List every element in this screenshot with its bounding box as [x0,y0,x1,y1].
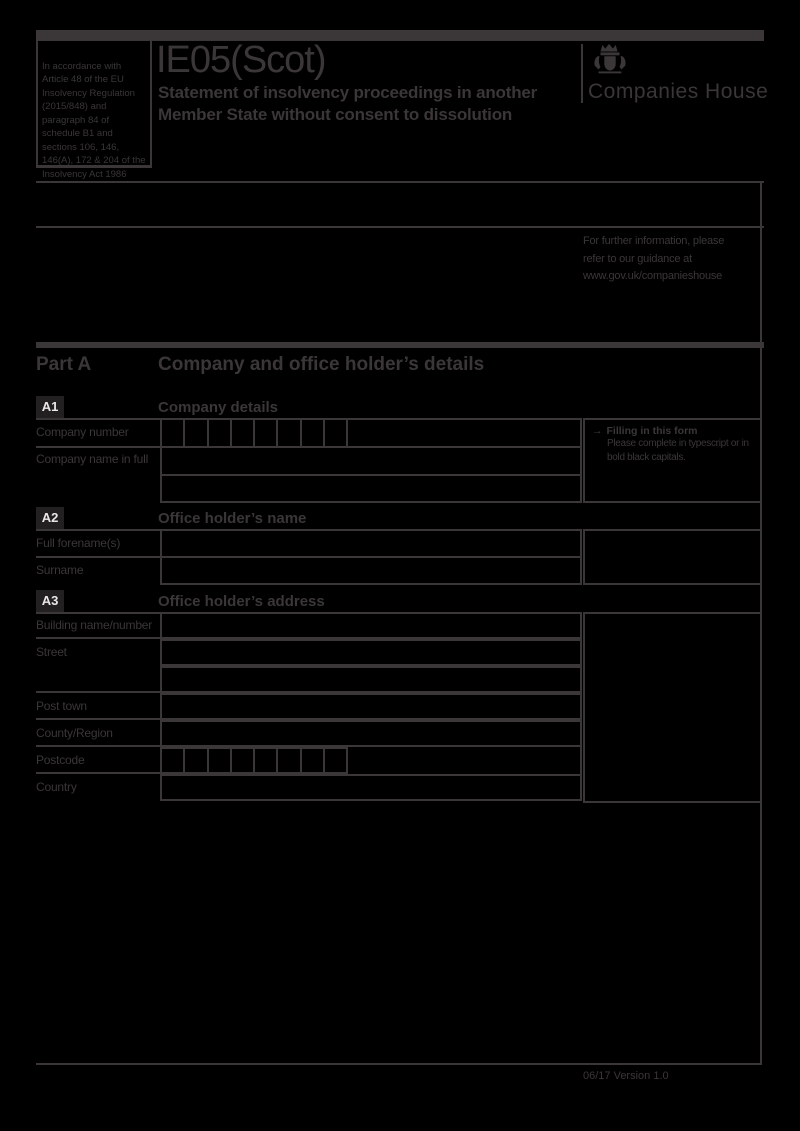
company-number-cell[interactable] [323,418,348,448]
company-name-input[interactable] [160,446,582,503]
note-body: Please complete in typescript or in bold black capitals. [607,438,749,463]
section-a1-badge: A1 [36,396,64,418]
building-input[interactable] [160,612,582,639]
companies-house-wordmark: Companies House [588,80,769,103]
section-a2-title: Office holder’s name [158,510,307,527]
row-rule [36,637,162,639]
surname-input[interactable] [160,556,582,585]
row-right-edge [580,747,582,774]
row-rule [36,446,162,448]
horizontal-rule [36,226,764,228]
part-a-divider-bar [36,342,764,348]
county-region-input[interactable] [160,720,582,747]
row-rule [36,745,162,747]
form-code-title: IE05(Scot) [156,39,326,81]
row-right-edge [580,418,582,448]
arrow-icon: → [592,425,603,437]
top-black-bar [36,30,764,41]
statute-reference-text: In accordance with Article 48 of the EU Insolvency Regulation (2015/848) and paragraph 84 of schedule B1 and sections 106, 146, 146(A), 172 & 204 of the Insolvency Act 1986 [42,60,146,180]
section-a3-badge: A3 [36,590,64,612]
row-rule [36,691,162,693]
company-number-cells [160,418,348,448]
form-subtitle: Statement of insolvency proceedings in another Member State without consent to dissolution [158,83,538,124]
post-town-input[interactable] [160,693,582,720]
postcode-cell[interactable] [253,747,278,774]
postcode-cell[interactable] [230,747,255,774]
building-label: Building name/number [36,618,153,632]
country-input[interactable] [160,774,582,801]
row-rule [36,772,162,774]
country-label: Country [36,780,77,794]
section-a3-title: Office holder’s address [158,593,325,610]
company-number-cell[interactable] [207,418,232,448]
postcode-cell[interactable] [183,747,208,774]
company-number-cell[interactable] [183,418,208,448]
county-region-label: County/Region [36,726,113,740]
note-title-row [592,425,758,437]
street-label: Street [36,645,67,659]
postcode-cells [160,747,348,774]
street-input-line-2[interactable] [160,666,582,693]
forename-label: Full forename(s) [36,536,121,550]
postcode-cell[interactable] [160,747,185,774]
section-a1-title: Company details [158,399,279,416]
surname-label: Surname [36,563,84,577]
company-number-label: Company number [36,425,129,439]
row-rule [36,718,162,720]
statute-reference-box [36,41,152,180]
royal-crest-icon [589,42,631,85]
part-a-title: Company and office holder’s details [158,354,485,375]
row-rule [36,556,162,558]
a3-notes-box [583,612,762,803]
logo-separator-line [581,44,583,103]
section-a2-badge: A2 [36,507,64,529]
version-text: 06/17 Version 1.0 [583,1070,669,1082]
post-town-label: Post town [36,699,87,713]
footer-rule [36,1063,762,1065]
filling-in-form-note [583,418,762,503]
street-input-line-1[interactable] [160,639,582,666]
company-number-cell[interactable] [300,418,325,448]
forename-input[interactable] [160,529,582,558]
horizontal-rule [36,181,764,183]
postcode-cell[interactable] [300,747,325,774]
company-number-cell[interactable] [276,418,301,448]
company-name-label: Company name in full [36,452,149,466]
company-number-cell[interactable] [230,418,255,448]
postcode-cell[interactable] [207,747,232,774]
postcode-cell[interactable] [323,747,348,774]
company-number-cell[interactable] [160,418,185,448]
guidance-note: For further information, please refer to our guidance at www.gov.uk/companieshouse [583,235,725,282]
a2-notes-box [583,529,762,585]
postcode-label: Postcode [36,753,85,767]
input-line-divider [162,474,580,476]
part-a-label: Part A [36,354,92,375]
note-title: Filling in this form [606,425,698,437]
company-number-cell[interactable] [253,418,278,448]
postcode-cell[interactable] [276,747,301,774]
